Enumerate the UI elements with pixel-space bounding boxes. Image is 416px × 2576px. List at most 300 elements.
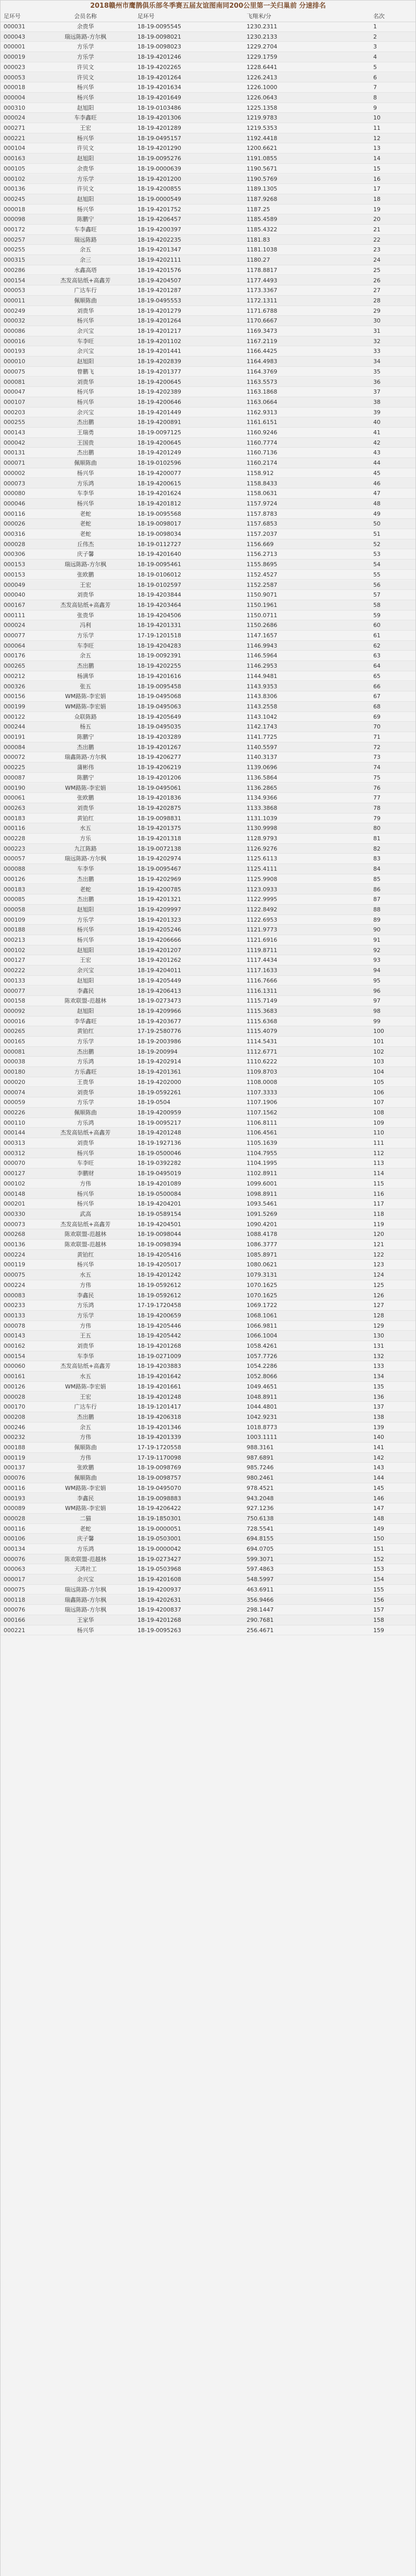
row-speed: 1142.1743 xyxy=(247,723,278,731)
row-ring: 000263 xyxy=(4,804,25,811)
row-ring: 000092 xyxy=(4,1007,25,1014)
row-member: 庆子馨 xyxy=(77,551,94,558)
row-member: 杨兴华 xyxy=(77,1190,94,1197)
row-ring: 000143 xyxy=(4,1332,25,1340)
row-speed: 1150.1961 xyxy=(247,601,278,608)
row-rank: 62 xyxy=(373,642,380,649)
table-row xyxy=(1,113,415,123)
row-speed: 1086.3777 xyxy=(247,1241,278,1248)
row-speed: 1114.5431 xyxy=(247,1038,278,1045)
row-ring-number: 18-19-4200785 xyxy=(137,886,181,893)
row-rank: 48 xyxy=(373,500,380,507)
row-ring-number: 18-19-4201279 xyxy=(137,307,181,314)
row-ring: 000213 xyxy=(4,937,25,943)
row-member: 赵旭阳 xyxy=(77,104,94,111)
row-speed: 1150.9071 xyxy=(247,591,278,599)
row-rank: 135 xyxy=(373,1383,384,1390)
row-member: 方伟 xyxy=(80,1434,91,1441)
row-ring-number: 18-19-4203464 xyxy=(137,601,181,608)
row-member: 方乐学 xyxy=(77,54,94,61)
row-member: 杨兴华 xyxy=(77,398,94,405)
row-ring-number: 18-19-4205442 xyxy=(137,1332,181,1340)
row-member: 方乐学 xyxy=(77,1038,94,1045)
row-ring: 000105 xyxy=(4,165,25,172)
row-ring-number: 18-19-4201361 xyxy=(137,1069,181,1076)
row-ring: 000057 xyxy=(4,855,25,862)
row-ring: 000225 xyxy=(4,764,25,771)
row-speed: 1099.6001 xyxy=(247,1180,278,1187)
row-member: 水五 xyxy=(80,825,91,832)
row-ring-number: 18-19-4200645 xyxy=(137,378,181,385)
table-row xyxy=(1,214,415,225)
row-rank: 27 xyxy=(373,287,380,294)
row-member: 方乐鸿 xyxy=(77,480,94,487)
row-ring-number: 18-19-4201640 xyxy=(137,551,181,558)
row-ring: 000312 xyxy=(4,1149,25,1157)
table-row xyxy=(1,438,415,448)
table-row xyxy=(1,1016,415,1027)
row-member: 王宏 xyxy=(80,957,91,964)
row-speed: 978.4521 xyxy=(247,1484,274,1492)
row-member: 许贝文 xyxy=(77,185,94,193)
row-member: 黄铂红 xyxy=(77,1251,94,1258)
table-row xyxy=(1,387,415,397)
row-rank: 110 xyxy=(373,1129,384,1137)
table-row xyxy=(1,1026,415,1037)
row-rank: 124 xyxy=(373,1272,384,1279)
row-member: 王五 xyxy=(80,1332,91,1340)
row-ring: 000315 xyxy=(4,257,25,264)
row-ring-number: 18-19-4204283 xyxy=(137,642,181,649)
row-ring: 000016 xyxy=(4,1018,25,1025)
row-rank: 40 xyxy=(373,419,380,426)
row-speed: 1131.1039 xyxy=(247,815,278,822)
table-row xyxy=(1,22,415,32)
row-rank: 13 xyxy=(373,145,380,152)
table-row xyxy=(1,1057,415,1067)
row-ring-number: 17-19-1170098 xyxy=(137,1454,181,1461)
table-row xyxy=(1,377,415,387)
row-rank: 115 xyxy=(373,1180,384,1187)
row-rank: 149 xyxy=(373,1525,384,1532)
table-row xyxy=(1,82,415,93)
row-rank: 113 xyxy=(373,1160,384,1167)
row-member: 车李华 xyxy=(77,490,94,497)
row-rank: 53 xyxy=(373,551,380,558)
row-rank: 157 xyxy=(373,1606,384,1614)
row-rank: 159 xyxy=(373,1626,384,1634)
row-member: 杨兴华 xyxy=(77,94,94,101)
row-ring-number: 18-19-4201268 xyxy=(137,1616,181,1623)
row-member: WM路陈-李宏娟 xyxy=(65,1383,106,1390)
row-rank: 37 xyxy=(373,388,380,396)
row-member: 赵旭阳 xyxy=(77,155,94,162)
row-ring-number: 18-19-4201206 xyxy=(137,774,181,781)
row-speed: 1158.912 xyxy=(247,469,274,477)
table-row xyxy=(1,894,415,905)
table-row xyxy=(1,1494,415,1504)
row-ring: 000042 xyxy=(4,439,25,446)
row-ring: 000078 xyxy=(4,1322,25,1329)
row-ring-number: 18-19-4200615 xyxy=(137,480,181,487)
table-row xyxy=(1,1229,415,1240)
row-ring: 000002 xyxy=(4,469,25,477)
row-ring: 000083 xyxy=(4,1292,25,1299)
row-ring: 000122 xyxy=(4,713,25,720)
row-rank: 33 xyxy=(373,348,380,355)
table-row xyxy=(1,1128,415,1138)
row-ring-number: 18-19-4201262 xyxy=(137,957,181,964)
row-rank: 47 xyxy=(373,490,380,497)
row-rank: 11 xyxy=(373,125,380,131)
row-ring-number: 18-19-4206277 xyxy=(137,754,181,761)
row-ring-number: 18-19-4203844 xyxy=(137,591,181,599)
row-rank: 61 xyxy=(373,632,380,639)
table-row xyxy=(1,611,415,621)
table-row xyxy=(1,417,415,428)
table-row xyxy=(1,225,415,235)
row-ring-number: 18-19-4206219 xyxy=(137,764,181,771)
table-row xyxy=(1,276,415,286)
row-ring: 000144 xyxy=(4,1129,25,1137)
row-ring-number: 18-19-0098034 xyxy=(137,531,181,537)
row-member: 车李鑫旺 xyxy=(74,226,97,233)
row-speed: 1160.7136 xyxy=(247,449,278,456)
table-row xyxy=(1,1595,415,1605)
row-speed: 1158.8433 xyxy=(247,480,278,487)
row-speed: 1117.1633 xyxy=(247,967,278,974)
row-ring-number: 18-19-4201246 xyxy=(137,54,181,61)
row-ring: 000249 xyxy=(4,307,25,314)
row-ring: 000268 xyxy=(4,1231,25,1238)
table-row xyxy=(1,103,415,113)
row-member: 方乐鸿 xyxy=(77,1546,94,1552)
row-speed: 1160.2174 xyxy=(247,460,278,467)
row-member: 水鑫高塔 xyxy=(74,266,97,274)
table-row xyxy=(1,955,415,965)
row-speed: 1128.9793 xyxy=(247,835,278,842)
row-ring: 000188 xyxy=(4,926,25,934)
row-ring-number: 18-19-4200077 xyxy=(137,469,181,477)
row-member: 杨五 xyxy=(80,723,91,731)
row-rank: 1 xyxy=(373,23,377,30)
row-rank: 129 xyxy=(373,1322,384,1329)
row-rank: 84 xyxy=(373,866,380,873)
row-member: 冯利 xyxy=(80,622,91,629)
row-ring: 000073 xyxy=(4,1221,25,1228)
row-rank: 28 xyxy=(373,297,380,304)
row-ring-number: 18-19-0000639 xyxy=(137,165,181,172)
row-speed: 1180.27 xyxy=(247,257,270,264)
row-member: 杰出鹏 xyxy=(77,743,94,751)
row-ring: 000001 xyxy=(4,43,25,50)
row-ring: 000047 xyxy=(4,388,25,396)
row-member: 杰出鹏 xyxy=(77,449,94,456)
row-speed: 1157.2037 xyxy=(247,531,278,537)
row-ring: 000075 xyxy=(4,1586,25,1593)
row-ring: 000330 xyxy=(4,1210,25,1217)
row-ring: 000076 xyxy=(4,1475,25,1482)
row-ring-number: 18-19-4204201 xyxy=(137,1200,181,1208)
row-speed: 1085.8971 xyxy=(247,1251,278,1258)
row-speed: 1190.5769 xyxy=(247,175,278,182)
table-row xyxy=(1,631,415,641)
row-ring: 000081 xyxy=(4,1048,25,1055)
row-ring: 000071 xyxy=(4,460,25,467)
row-member: 车李华 xyxy=(77,866,94,873)
row-ring-number: 18-19-4201321 xyxy=(137,896,181,903)
row-speed: 1123.0933 xyxy=(247,886,278,893)
row-ring-number: 18-19-4201331 xyxy=(137,622,181,629)
row-rank: 82 xyxy=(373,845,380,852)
row-ring-number: 18-19-0097125 xyxy=(137,429,181,436)
row-member: 杰出鹏 xyxy=(77,896,94,903)
row-ring: 000043 xyxy=(4,33,25,40)
row-rank: 105 xyxy=(373,1078,384,1086)
row-member: 水五 xyxy=(80,1373,91,1380)
row-ring: 000016 xyxy=(4,337,25,345)
table-row xyxy=(1,570,415,580)
row-speed: 1107.1906 xyxy=(247,1099,278,1106)
row-ring-number: 18-19-4205649 xyxy=(137,713,181,720)
page-title: 2018赣州市鹰鹊俱乐部冬季赛五届友谊图南同200公里第一关归巢前 分速排名 xyxy=(90,2,326,10)
row-ring-number: 18-19-4201089 xyxy=(137,1180,181,1187)
row-ring-number: 18-19-0092391 xyxy=(137,652,181,659)
row-rank: 126 xyxy=(373,1292,384,1299)
row-member: 方乐鸿 xyxy=(77,1119,94,1126)
row-speed: 1104.1995 xyxy=(247,1160,278,1167)
table-row xyxy=(1,336,415,347)
row-speed: 1160.9246 xyxy=(247,429,278,436)
row-ring-number: 18-19-0392282 xyxy=(137,1160,181,1167)
row-speed: 1181.1038 xyxy=(247,246,278,253)
row-member: 杨兴华 xyxy=(77,1261,94,1268)
row-speed: 597.4863 xyxy=(247,1566,274,1573)
row-rank: 45 xyxy=(373,469,380,477)
table-row xyxy=(1,1473,415,1483)
row-speed: 1226.1000 xyxy=(247,84,278,91)
row-ring: 000119 xyxy=(4,1261,25,1268)
row-member: 广达车行 xyxy=(74,1403,97,1411)
row-rank: 147 xyxy=(373,1505,384,1512)
row-ring-number: 18-19-4204507 xyxy=(137,277,181,284)
row-ring: 000075 xyxy=(4,368,25,375)
row-rank: 145 xyxy=(373,1484,384,1492)
row-ring-number: 18-19-4201812 xyxy=(137,500,181,507)
row-rank: 117 xyxy=(373,1200,384,1208)
row-ring: 000148 xyxy=(4,1190,25,1197)
row-ring-number: 18-19-4201449 xyxy=(137,409,181,416)
row-speed: 1068.1061 xyxy=(247,1312,278,1319)
row-member: 余兴宝 xyxy=(77,348,94,355)
row-speed: 1225.1358 xyxy=(247,104,278,111)
row-member: 杨兴华 xyxy=(77,1149,94,1157)
row-rank: 66 xyxy=(373,683,380,690)
row-rank: 50 xyxy=(373,520,380,528)
row-ring-number: 18-19-4205446 xyxy=(137,1322,181,1329)
row-speed: 1107.3333 xyxy=(247,1089,278,1096)
table-row xyxy=(1,905,415,915)
row-member: 余兴宝 xyxy=(77,1576,94,1583)
row-ring: 000063 xyxy=(4,1566,25,1573)
table-row xyxy=(1,1544,415,1554)
row-speed: 1162.9313 xyxy=(247,409,278,416)
row-ring-number: 18-19-4201634 xyxy=(137,84,181,91)
table-row xyxy=(1,1260,415,1270)
row-ring: 000271 xyxy=(4,125,25,131)
row-speed: 1091.5269 xyxy=(247,1210,278,1217)
row-member: 丘伟杰 xyxy=(77,540,94,548)
row-ring-number: 18-19-4204011 xyxy=(137,967,181,974)
row-speed: 1116.1311 xyxy=(247,987,278,994)
row-ring-number: 18-19-0072138 xyxy=(137,845,181,852)
row-speed: 1042.9231 xyxy=(247,1413,278,1420)
row-ring-number: 18-19-4202839 xyxy=(137,358,181,365)
row-rank: 89 xyxy=(373,916,380,923)
row-ring-number: 18-19-0098394 xyxy=(137,1241,181,1248)
row-member: 张五 xyxy=(80,683,91,690)
row-rank: 142 xyxy=(373,1454,384,1461)
row-ring-number: 18-19-4201346 xyxy=(137,1423,181,1431)
row-ring-number: 18-19-4201102 xyxy=(137,337,181,345)
row-speed: 1140.5597 xyxy=(247,743,278,751)
table-row xyxy=(1,255,415,265)
row-speed: 1226.0643 xyxy=(247,94,278,101)
row-ring: 000183 xyxy=(4,886,25,893)
table-row xyxy=(1,1331,415,1341)
row-ring: 000203 xyxy=(4,409,25,416)
row-ring-number: 18-19-0098769 xyxy=(137,1464,181,1471)
row-member: 王宏 xyxy=(80,125,91,131)
row-member: 车李旺 xyxy=(77,642,94,649)
row-rank: 95 xyxy=(373,977,380,984)
row-speed: 1178.8817 xyxy=(247,266,278,274)
row-ring: 000265 xyxy=(4,663,25,670)
row-ring: 000049 xyxy=(4,581,25,588)
row-speed: 1171.6788 xyxy=(247,307,278,314)
row-ring-number: 18-19-4205449 xyxy=(137,977,181,984)
row-ring: 000076 xyxy=(4,1555,25,1563)
row-rank: 76 xyxy=(373,784,380,791)
row-rank: 104 xyxy=(373,1069,384,1076)
table-row xyxy=(1,143,415,154)
row-ring-number: 18-19-0495061 xyxy=(137,784,181,791)
row-member: 老蛇 xyxy=(80,886,91,893)
row-member: 瑞远陈路 xyxy=(74,236,97,243)
table-row xyxy=(1,814,415,824)
row-member: 刘贵华 xyxy=(77,591,94,599)
row-rank: 32 xyxy=(373,337,380,345)
row-member: 佩顺陈曲 xyxy=(74,460,97,467)
table-row xyxy=(1,752,415,762)
row-ring-number: 18-19-4209966 xyxy=(137,1007,181,1014)
row-speed: 1141.7725 xyxy=(247,734,278,740)
table-row xyxy=(1,194,415,205)
row-speed: 1228.6441 xyxy=(247,63,278,71)
row-member: 方乐学 xyxy=(77,1312,94,1319)
row-ring-number: 18-19-0000042 xyxy=(137,1546,181,1552)
table-row xyxy=(1,1503,415,1514)
row-speed: 1117.4434 xyxy=(247,957,278,964)
row-rank: 107 xyxy=(373,1099,384,1106)
row-speed: 1122.9995 xyxy=(247,896,278,903)
row-speed: 1070.1625 xyxy=(247,1292,278,1299)
table-row xyxy=(1,509,415,519)
row-rank: 111 xyxy=(373,1140,384,1146)
row-ring: 000154 xyxy=(4,277,25,284)
row-ring: 000086 xyxy=(4,328,25,334)
row-speed: 1166.4425 xyxy=(247,348,278,355)
row-speed: 985.7246 xyxy=(247,1464,274,1471)
table-row xyxy=(1,1077,415,1088)
row-member: 余贵华 xyxy=(77,165,94,172)
table-row xyxy=(1,479,415,489)
row-ring: 000167 xyxy=(4,601,25,608)
table-row xyxy=(1,803,415,814)
row-speed: 1152.2587 xyxy=(247,581,278,588)
table-row xyxy=(1,1148,415,1159)
row-rank: 158 xyxy=(373,1616,384,1623)
row-member: 杨兴华 xyxy=(77,500,94,507)
row-member: 曾鹏飞 xyxy=(77,368,94,375)
row-speed: 1125.6113 xyxy=(247,855,278,862)
table-row xyxy=(1,52,415,62)
row-speed: 1054.2286 xyxy=(247,1363,278,1370)
row-member: 佩顺陈曲 xyxy=(74,1109,97,1116)
row-rank: 137 xyxy=(373,1403,384,1411)
row-ring-number: 18-19-0000549 xyxy=(137,195,181,202)
row-ring-number: 18-19-4201375 xyxy=(137,825,181,832)
row-rank: 131 xyxy=(373,1343,384,1349)
row-member: 陈鹏宁 xyxy=(77,734,94,740)
row-member: 余三 xyxy=(80,257,91,264)
row-member: 李鹏财 xyxy=(77,1170,94,1177)
table-row xyxy=(1,996,415,1006)
row-speed: 1080.0621 xyxy=(247,1261,278,1268)
row-ring: 000226 xyxy=(4,1109,25,1116)
table-row xyxy=(1,428,415,438)
table-row xyxy=(1,1554,415,1565)
table-row xyxy=(1,925,415,935)
table-row xyxy=(1,265,415,276)
row-speed: 1164.3769 xyxy=(247,368,278,375)
row-rank: 8 xyxy=(373,94,377,101)
row-ring: 000023 xyxy=(4,63,25,71)
row-ring-number: 18-19-4203289 xyxy=(137,734,181,740)
row-rank: 63 xyxy=(373,652,380,659)
table-row xyxy=(1,296,415,306)
row-ring-number: 18-19-4201323 xyxy=(137,916,181,923)
row-rank: 114 xyxy=(373,1170,384,1177)
row-member: 许贝文 xyxy=(77,74,94,81)
row-ring-number: 18-19-4202000 xyxy=(137,1078,181,1086)
row-ring-number: 18-19-0098757 xyxy=(137,1475,181,1482)
row-rank: 22 xyxy=(373,236,380,243)
row-ring-number: 18-19-0098021 xyxy=(137,33,181,40)
row-rank: 46 xyxy=(373,480,380,487)
table-row xyxy=(1,935,415,945)
row-member: WM路陈-李宏娟 xyxy=(65,703,106,710)
table-row xyxy=(1,854,415,864)
row-ring-number: 18-19-4206666 xyxy=(137,937,181,943)
row-rank: 15 xyxy=(373,165,380,172)
row-ring-number: 18-19-4201264 xyxy=(137,74,181,81)
table-row xyxy=(1,1483,415,1494)
row-ring: 000018 xyxy=(4,206,25,213)
row-speed: 1164.4983 xyxy=(247,358,278,365)
row-rank: 35 xyxy=(373,368,380,375)
row-ring-number: 18-19-4203677 xyxy=(137,1018,181,1025)
